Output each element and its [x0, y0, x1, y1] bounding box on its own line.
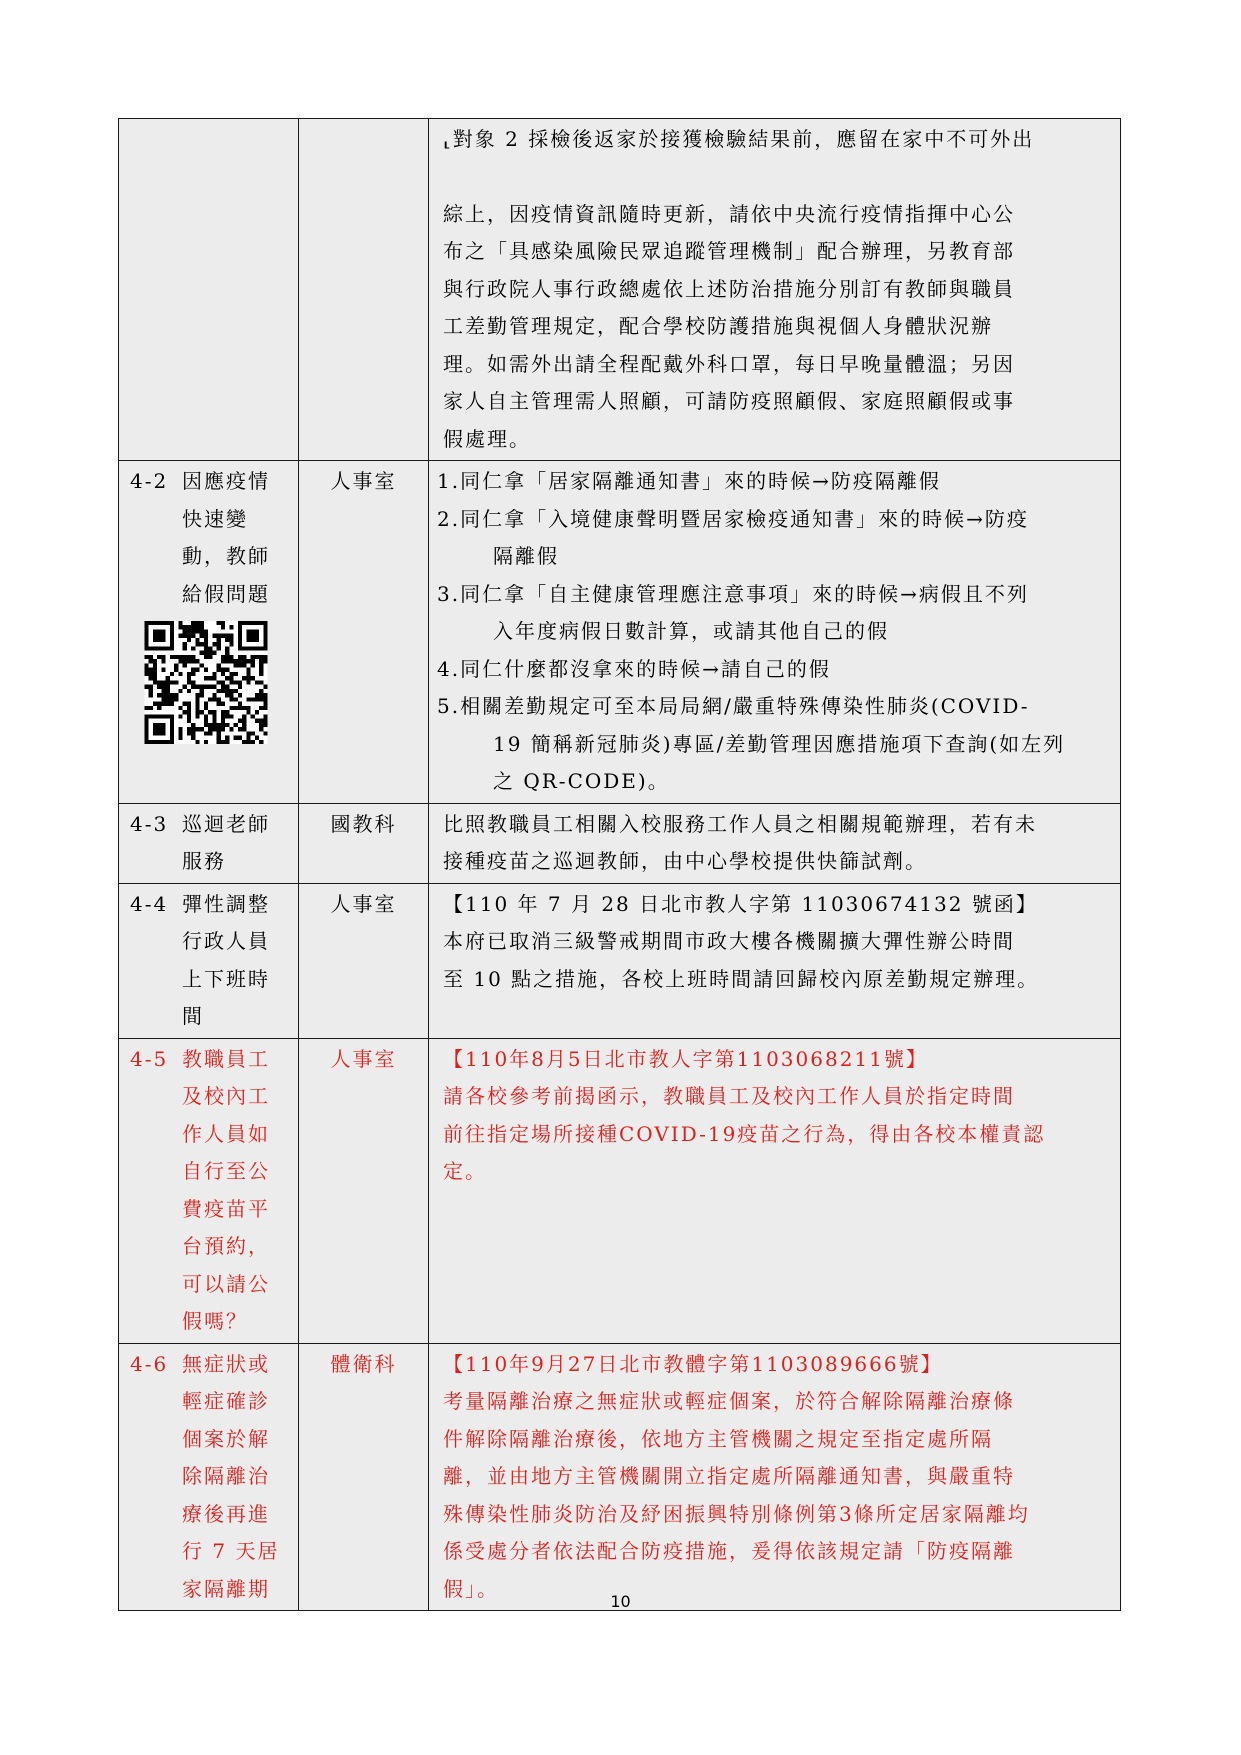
content-cell — [429, 803, 1121, 883]
item-title-line: 教職員工 — [182, 1046, 270, 1071]
item-title-line: 台預約， — [182, 1234, 270, 1258]
text-line: 綜上，因疫情資訊隨時更新，請依中央流行疫情指揮中心公 — [443, 201, 1015, 226]
dept-cell — [299, 119, 429, 461]
item-title-line: 費疫苗平 — [182, 1196, 270, 1221]
text-line: 【110 年 7 月 28 日北市教人字第 11030674132 號函】 — [443, 891, 1038, 916]
item-title-line: 巡迴老師 — [182, 811, 270, 836]
text-line: 殊傳染性肺炎防治及紓困振興特別條例第3條所定居家隔離均 — [443, 1501, 1030, 1526]
text-line: 【110年8月5日北市教人字第1103068211號】 — [443, 1046, 928, 1071]
list-item: 2.同仁拿「入境健康聲明暨居家檢疫通知書」來的時候→防疫 隔離假 — [437, 506, 1029, 568]
text-line: 至 10 點之措施，各校上班時間請回歸校內原差勤規定辦理。 — [443, 966, 1040, 991]
text-line: 定。 — [443, 1159, 487, 1183]
table-row — [119, 1038, 1121, 1343]
item-title-line: 及校內工 — [182, 1084, 270, 1108]
list-item: 3.同仁拿「自主健康管理應注意事項」來的時候→病假且不列 入年度病假日數計算，或請其他自己的假 — [437, 581, 1029, 643]
item-title-line: 家隔離期 — [182, 1576, 270, 1601]
list-item: 1.同仁拿「居家隔離通知書」來的時候→防疫隔離假 — [437, 469, 941, 493]
table-row — [119, 119, 1121, 461]
item-title-line: 作人員如 — [182, 1121, 270, 1146]
table-row — [119, 461, 1121, 804]
item-cell — [119, 803, 299, 883]
text-line: 考量隔離治療之無症狀或輕症個案，於符合解除隔離治療條 — [443, 1389, 1015, 1413]
item-title-line: 個案於解 — [182, 1426, 270, 1451]
item-title-line: 行 7 天居 — [182, 1539, 280, 1563]
text-line: 請各校參考前揭函示，教職員工及校內工作人員於指定時間 — [443, 1084, 1015, 1108]
text-line: 假」。 — [443, 1576, 499, 1601]
text-line: 家人自主管理需人照顧，可請防疫照顧假、家庭照顧假或事 — [443, 389, 1015, 413]
item-title-line: 療後再進 — [182, 1501, 270, 1526]
text-line: 布之「具感染風險民眾追蹤管理機制」配合辦理，另教育部 — [443, 239, 1015, 263]
dept-cell: 國教科 — [299, 803, 429, 883]
text-line: 與行政院人事行政總處依上述防治措施分別訂有教師與職員 — [443, 276, 1015, 301]
text-line: 比照教職員工相關入校服務工作人員之相關規範辦理，若有未 — [443, 811, 1037, 836]
text-line: 接種疫苗之巡迴教師，由中心學校提供快篩試劑。 — [443, 849, 927, 873]
text-line: 件解除隔離治療後，依地方主管機關之規定至指定處所隔 — [443, 1426, 993, 1451]
faq-table — [118, 118, 1121, 1611]
dept-cell: 人事室 — [299, 461, 429, 804]
item-title-line: 假嗎？ — [182, 1309, 248, 1333]
item-title-line: 可以請公 — [182, 1271, 270, 1296]
paragraph-gap — [443, 159, 1108, 196]
content-cell — [429, 883, 1121, 1038]
item-title-line: 給假問題 — [182, 581, 270, 606]
dept-cell: 人事室 — [299, 1038, 429, 1343]
qr-code-icon[interactable] — [130, 621, 282, 744]
item-title-line: 服務 — [182, 849, 226, 873]
dept-cell: 體衛科 — [299, 1343, 429, 1611]
item-title-line: 間 — [182, 1004, 204, 1028]
list-item: 4.同仁什麼都沒拿來的時候→請自己的假 — [437, 656, 831, 681]
text-line: ⸤對象 2 採檢後返家於接獲檢驗結果前，應留在家中不可外出 — [443, 127, 1035, 151]
item-cell — [119, 1343, 299, 1611]
item-cell — [119, 461, 299, 804]
item-title-line: 無症狀或 — [182, 1351, 270, 1376]
text-line: 理。如需外出請全程配戴外科口罩，每日早晚量體溫；另因 — [443, 351, 1015, 376]
item-title-line: 除隔離治 — [182, 1464, 270, 1488]
text-line: 【110年9月27日北市教體字第1103089666號】 — [443, 1351, 943, 1376]
content-cell — [429, 119, 1121, 461]
item-title-line: 因應疫情 — [182, 469, 270, 493]
dept-cell: 人事室 — [299, 883, 429, 1038]
item-title-line: 彈性調整 — [182, 891, 270, 916]
list-item: 5.相關差勤規定可至本局局網/嚴重特殊傳染性肺炎(COVID- 19 簡稱新冠肺炎)專區/差勤管理因應措施項下查詢(如左列 之 QR-CODE)。 — [437, 694, 1066, 793]
table-row — [119, 883, 1121, 1038]
text-line: 係受處分者依法配合防疫措施，爰得依該規定請「防疫隔離 — [443, 1539, 1015, 1563]
text-line: 工差勤管理規定，配合學校防護措施與視個人身體狀況辦 — [443, 314, 993, 338]
content-cell — [429, 1038, 1121, 1343]
item-cell — [119, 119, 299, 461]
item-title-line: 上下班時 — [182, 966, 270, 991]
item-number: 4-2 — [130, 469, 169, 493]
item-title-line: 行政人員 — [182, 929, 270, 953]
table-row — [119, 1343, 1121, 1611]
item-title-line: 動，教師 — [182, 544, 270, 568]
item-number: 4-5 — [130, 1046, 169, 1071]
text-line: 本府已取消三級警戒期間市政大樓各機關擴大彈性辦公時間 — [443, 929, 1015, 953]
item-cell — [119, 1038, 299, 1343]
page-number: 10 — [610, 1592, 631, 1611]
item-title-line: 自行至公 — [182, 1159, 270, 1183]
item-title-line: 快速變 — [182, 506, 248, 531]
content-cell — [429, 1343, 1121, 1611]
content-cell — [429, 461, 1121, 804]
text-line: 前往指定場所接種COVID-19疫苗之行為，得由各校本權責認 — [443, 1121, 1046, 1146]
item-title-line: 輕症確診 — [182, 1389, 270, 1413]
item-number: 4-4 — [130, 891, 169, 916]
table-row — [119, 803, 1121, 883]
text-line: 離，並由地方主管機關開立指定處所隔離通知書，與嚴重特 — [443, 1464, 1015, 1488]
item-number: 4-6 — [130, 1351, 169, 1376]
item-cell — [119, 883, 299, 1038]
item-number: 4-3 — [130, 811, 169, 836]
text-line: 假處理。 — [443, 426, 531, 451]
